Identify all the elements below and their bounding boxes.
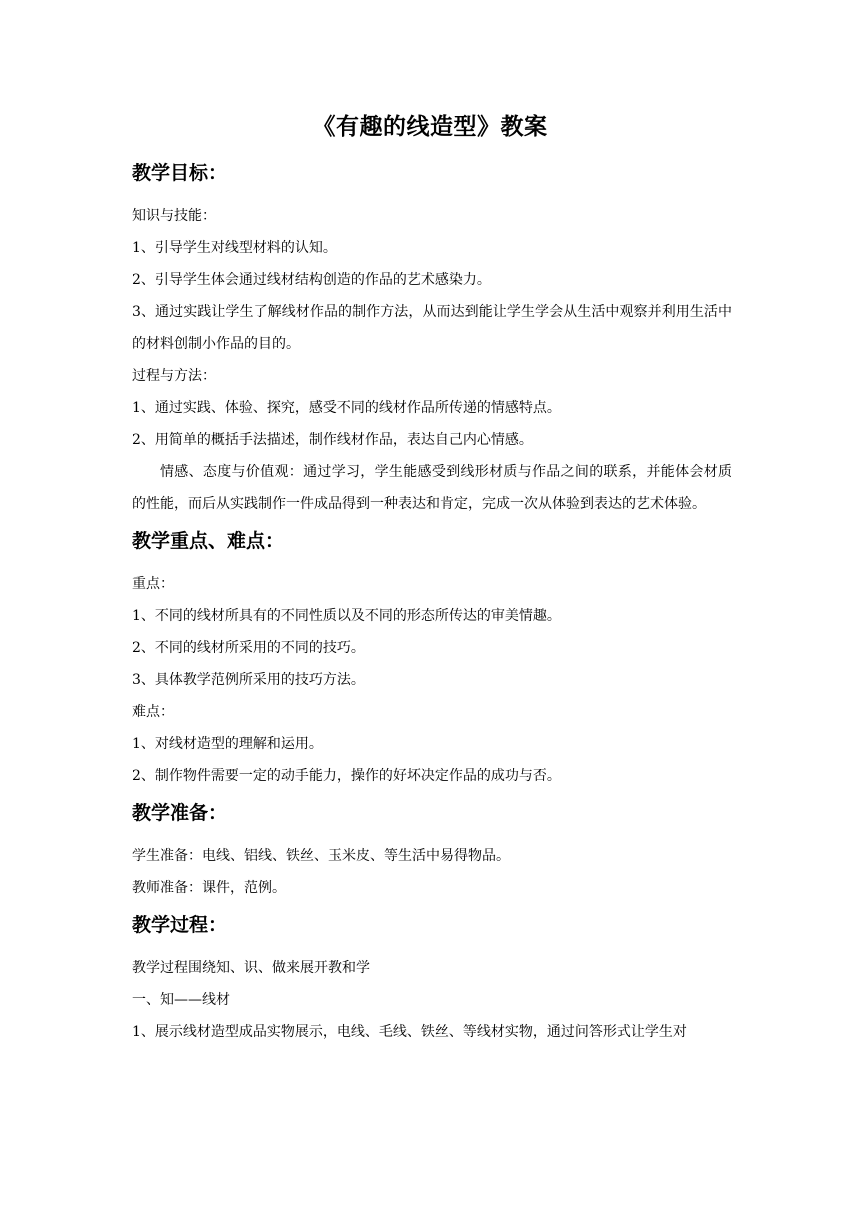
attitude-paragraph: 情感、态度与价值观：通过学习，学生能感受到线形材质与作品之间的联系，并能体会材质的性能，而后从实践制作一件成品得到一种表达和肯定，完成一次从体验到表达的艺术体验。 — [132, 464, 732, 512]
document-body — [132, 156, 732, 1048]
process-label: 过程与方法： — [132, 368, 216, 384]
process-item: 2、用简单的概括手法描述，制作线材作品，表达自己内心情感。 — [132, 432, 533, 448]
procedure-intro: 教学过程围绕知、识、做来展开教和学 — [132, 960, 370, 976]
key-item: 2、不同的线材所采用的不同的技巧。 — [132, 640, 365, 656]
document-title: 《有趣的线造型》教案 — [312, 114, 548, 140]
key-item: 3、具体教学范例所采用的技巧方法。 — [132, 672, 365, 688]
key-item: 1、不同的线材所具有的不同性质以及不同的形态所传达的审美情趣。 — [132, 608, 561, 624]
section-heading-preparation: 教学准备： — [132, 802, 228, 824]
procedure-step-text: 1、展示线材造型成品实物展示，电线、毛线、铁丝、等线材实物，通过问答形式让学生对 — [132, 1024, 687, 1040]
section-heading-procedure: 教学过程： — [132, 914, 228, 936]
preparation-item: 学生准备：电线、铝线、铁丝、玉米皮、等生活中易得物品。 — [132, 848, 510, 864]
section-heading-key-points: 教学重点、难点： — [132, 530, 285, 552]
key-label: 重点： — [132, 576, 174, 592]
process-item: 1、通过实践、体验、探究，感受不同的线材作品所传递的情感特点。 — [132, 400, 561, 416]
knowledge-label: 知识与技能： — [132, 208, 216, 224]
difficult-item: 2、制作物件需要一定的动手能力，操作的好坏决定作品的成功与否。 — [132, 768, 561, 784]
section-heading-objectives: 教学目标： — [132, 162, 228, 184]
preparation-item: 教师准备：课件，范例。 — [132, 880, 286, 896]
procedure-step-title: 一、知——线材 — [132, 992, 230, 1008]
knowledge-item: 1、引导学生对线型材料的认知。 — [132, 240, 337, 256]
difficult-item: 1、对线材造型的理解和运用。 — [132, 736, 323, 752]
knowledge-item: 3、通过实践让学生了解线材作品的制作方法，从而达到能让学生学会从生活中观察并利用生活中的材料创制小作品的目的。 — [132, 304, 732, 352]
knowledge-item: 2、引导学生体会通过线材结构创造的作品的艺术感染力。 — [132, 272, 491, 288]
difficult-label: 难点： — [132, 704, 174, 720]
